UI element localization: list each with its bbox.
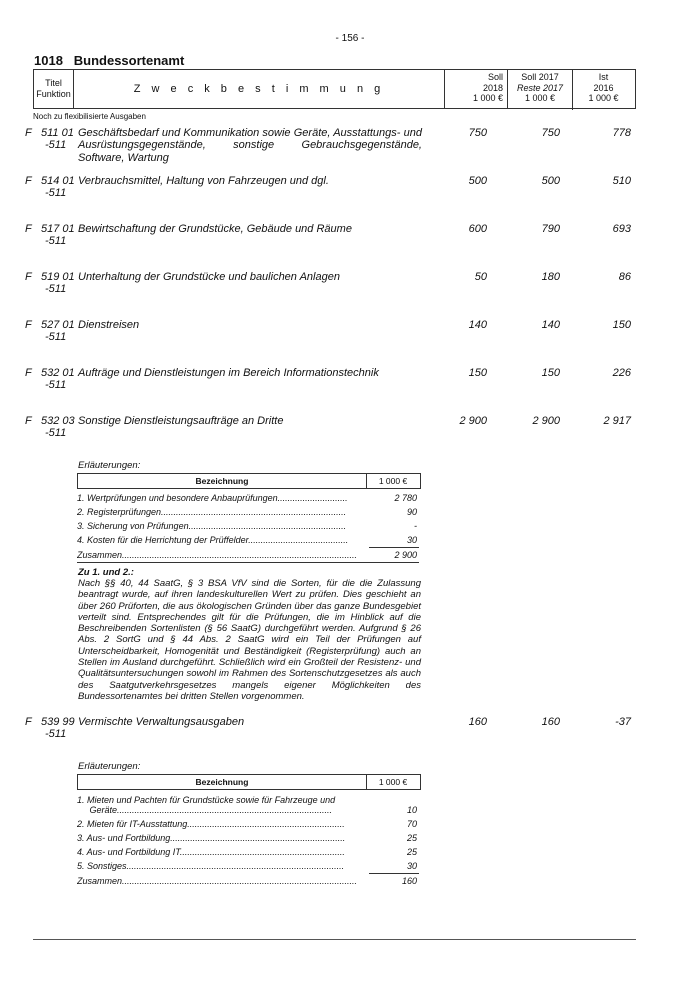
chapter-code: 1018 xyxy=(34,53,63,68)
note-text: Nach §§ 40, 44 SaatG, § 3 BSA VfV sind die Sorten, für die die Zulassung beantragt wurde, auf ihren landeskulturellen Wert zu prüfen. Dies geschieht an über 260 Prüforten, die aus ökologischen Gründen über das ganze Bundesgebiet verteilt sind. Entsprechendes gilt für die Prüfungen, die im Hinblick auf die Beschreibenden Sortenlisten (§ 56 SaatG) durchgeführt werden. Aufgrund § 26 Abs. 2 SortG und § 44 Abs. 2 SaatG wird ein Teil der Prüfungen auf Unterscheidbarkeit, Homogenität und Beständigkeit (Registerprüfung) auch an Stellen im Ausland durchgeführt. Schließlich wird ein Großteil der Resistenz- und Qualitätsuntersuchungen sowohl im Rahmen des Sortenschutzgesetzes als auch des Saatgutverkehrsgesetzes mangels eigener Möglichkeiten des Bundessortenamtes bei dritten Stellen vorgenommen. xyxy=(78,578,421,702)
column-header xyxy=(33,69,636,109)
chapter-title xyxy=(34,53,184,68)
budget-entry: F 517 01 -511 Bewirtschaftung der Grundstücke, Gebäude und Räume 600 790 693 xyxy=(25,223,631,247)
chapter-name: Bundessortenamt xyxy=(73,53,185,68)
explanations-header: Bezeichnung 1 000 € xyxy=(77,774,421,790)
header-soll: Soll 2018 1 000 € xyxy=(444,70,508,108)
budget-entry: F 539 99 -511 Vermischte Verwaltungsausgaben 160 160 -37 xyxy=(25,716,631,740)
budget-entry: F 519 01 -511 Unterhaltung der Grundstücke und baulichen Anlagen 50 180 86 xyxy=(25,271,631,295)
note-heading: Zu 1. und 2.: xyxy=(78,567,134,578)
explanations-label: Erläuterungen: xyxy=(78,761,141,772)
explanations-table: Bezeichnung 1 000 € 1. Mieten und Pachten für Grundstücke sowie für Fahrzeuge und Geräte...................................................................................... 10 2. Mieten für IT-Ausstattung............................................................... 70 3. Aus- und Fortbildung...................................................................... 25 4. Aus- und Fortbildung IT.................................................................. 25 5. Sonstiges....................................................................................... 30 Zusammen.............................................................................................. 160 xyxy=(77,774,421,892)
budget-entry: F 511 01 -511 Geschäftsbedarf und Kommunikation sowie Geräte, Ausstattungs- und Ausrüstungsgegenstände, sonstige Gebrauchsgegenstände, Software, Wartung 750 750 778 xyxy=(25,127,631,164)
sum-rule xyxy=(369,873,419,874)
table-bottom-rule xyxy=(77,562,419,563)
header-zweckbestimmung: Z w e c k b e s t i m m u n g xyxy=(74,70,445,108)
page-bottom-rule xyxy=(33,939,636,940)
budget-entry: F 514 01 -511 Verbrauchsmittel, Haltung von Fahrzeugen und dgl. 500 500 510 xyxy=(25,175,631,199)
explanations-table: Bezeichnung 1 000 € 1. Wertprüfungen und besondere Anbauprüfungen............................ 2 780 2. Registerprüfungen.......................................................................... 90 3. Sicherung von Prüfungen............................................................... - 4. Kosten für die Herrichtung der Prüffelder........................................ 30 Zusammen.............................................................................................. 2 900 xyxy=(77,473,421,573)
budget-entry: F 527 01 -511 Dienstreisen 140 140 150 xyxy=(25,319,631,343)
explanations-header: Bezeichnung 1 000 € xyxy=(77,473,421,489)
group-note: Noch zu flexibilisierte Ausgaben xyxy=(33,112,146,121)
budget-entry: F 532 03 -511 Sonstige Dienstleistungsaufträge an Dritte 2 900 2 900 2 917 xyxy=(25,415,631,439)
header-soll-2017: Soll 2017 Reste 2017 1 000 € xyxy=(508,70,573,110)
header-ist: Ist 2016 1 000 € xyxy=(588,72,619,103)
sum-rule xyxy=(369,547,419,548)
budget-entry: F 532 01 -511 Aufträge und Dienstleistungen im Bereich Informationstechnik 150 150 226 xyxy=(25,367,631,391)
header-titel-funktion: Titel Funktion xyxy=(34,70,74,108)
page-number: - 156 - xyxy=(335,33,365,44)
explanations-label: Erläuterungen: xyxy=(78,460,141,471)
